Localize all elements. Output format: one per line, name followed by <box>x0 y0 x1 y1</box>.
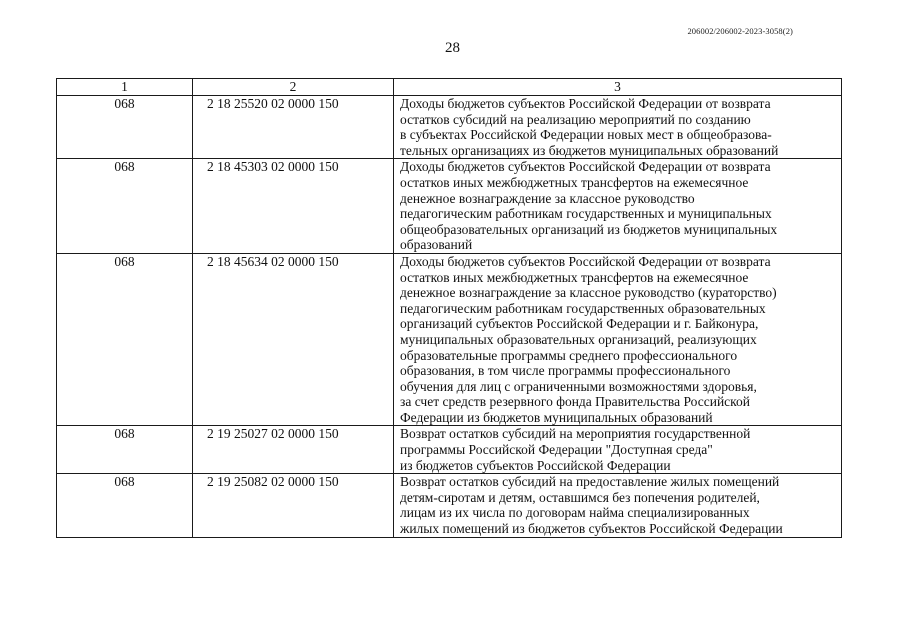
document-id: 206002/206002-2023-3058(2) <box>687 26 793 36</box>
budget-classification-code-cell: 2 19 25082 02 0000 150 <box>193 474 394 537</box>
description-line: тельных организациях из бюджетов муниципальных образований <box>400 142 779 158</box>
description-line: остатков субсидий на реализацию мероприятий по созданию <box>400 111 751 127</box>
table-row <box>57 474 842 537</box>
description-line: общеобразовательных организаций из бюджетов муниципальных <box>400 221 778 237</box>
table-header-row <box>57 79 842 96</box>
description-line: Возврат остатков субсидий на мероприятия государственной <box>400 426 751 442</box>
description-line: детям-сиротам и детям, оставшимся без попечения родителей, <box>400 489 760 505</box>
admin-code-cell: 068 <box>57 253 193 426</box>
description-line: образовательные программы среднего профессионального <box>400 347 738 363</box>
description-line: жилых помещений из бюджетов субъектов Российской Федерации <box>400 521 783 537</box>
admin-code-cell: 068 <box>57 474 193 537</box>
description-line: Возврат остатков субсидий на предоставление жилых помещений <box>400 474 780 490</box>
description-line: муниципальных образовательных организаций, реализующих <box>400 331 757 347</box>
table-row <box>57 159 842 254</box>
table-row <box>57 96 842 159</box>
table-row <box>57 426 842 474</box>
budget-classification-code-cell: 2 18 25520 02 0000 150 <box>193 96 394 159</box>
description-line: педагогическим работникам государственных образовательных <box>400 300 766 316</box>
description-line: педагогическим работникам государственных и муниципальных <box>400 206 772 222</box>
description-line: лицам из их числа по договорам найма специализированных <box>400 505 750 521</box>
table-body <box>57 96 842 538</box>
description-line: денежное вознаграждение за классное руководство <box>400 190 695 206</box>
page-number: 28 <box>445 40 460 56</box>
description-line: обучения для лиц с ограниченными возможностями здоровья, <box>400 378 757 394</box>
budget-code-table <box>56 78 842 538</box>
description-line: организаций субъектов Российской Федерации и г. Байконура, <box>400 316 759 332</box>
budget-classification-code-cell: 2 19 25027 02 0000 150 <box>193 426 394 474</box>
description-cell <box>394 96 842 159</box>
column-header: 3 <box>394 79 842 96</box>
budget-classification-code-cell: 2 18 45634 02 0000 150 <box>193 253 394 426</box>
column-header: 1 <box>57 79 193 96</box>
description-line: образований <box>400 237 473 253</box>
description-line: остатков иных межбюджетных трансфертов на ежемесячное <box>400 174 749 190</box>
description-line: в субъектах Российской Федерации новых мест в общеобразова- <box>400 127 772 143</box>
description-line: образования, в том числе программы профессионального <box>400 363 731 379</box>
description-line: Доходы бюджетов субъектов Российской Федерации от возврата <box>400 253 771 269</box>
description-line: Доходы бюджетов субъектов Российской Федерации от возврата <box>400 159 771 175</box>
description-line: программы Российской Федерации "Доступная среда" <box>400 442 713 458</box>
description-cell <box>394 159 842 254</box>
column-header: 2 <box>193 79 394 96</box>
description-cell <box>394 474 842 537</box>
admin-code-cell: 068 <box>57 159 193 254</box>
description-line: из бюджетов субъектов Российской Федерации <box>400 457 671 473</box>
table-row <box>57 253 842 426</box>
admin-code-cell: 068 <box>57 426 193 474</box>
description-line: остатков иных межбюджетных трансфертов на ежемесячное <box>400 269 749 285</box>
budget-classification-code-cell: 2 18 45303 02 0000 150 <box>193 159 394 254</box>
description-line: денежное вознаграждение за классное руководство (кураторство) <box>400 285 777 301</box>
description-line: Федерации из бюджетов муниципальных образований <box>400 409 713 425</box>
description-cell <box>394 253 842 426</box>
admin-code-cell: 068 <box>57 96 193 159</box>
description-cell <box>394 426 842 474</box>
description-line: Доходы бюджетов субъектов Российской Федерации от возврата <box>400 96 771 111</box>
description-line: за счет средств резервного фонда Правительства Российской <box>400 394 751 410</box>
